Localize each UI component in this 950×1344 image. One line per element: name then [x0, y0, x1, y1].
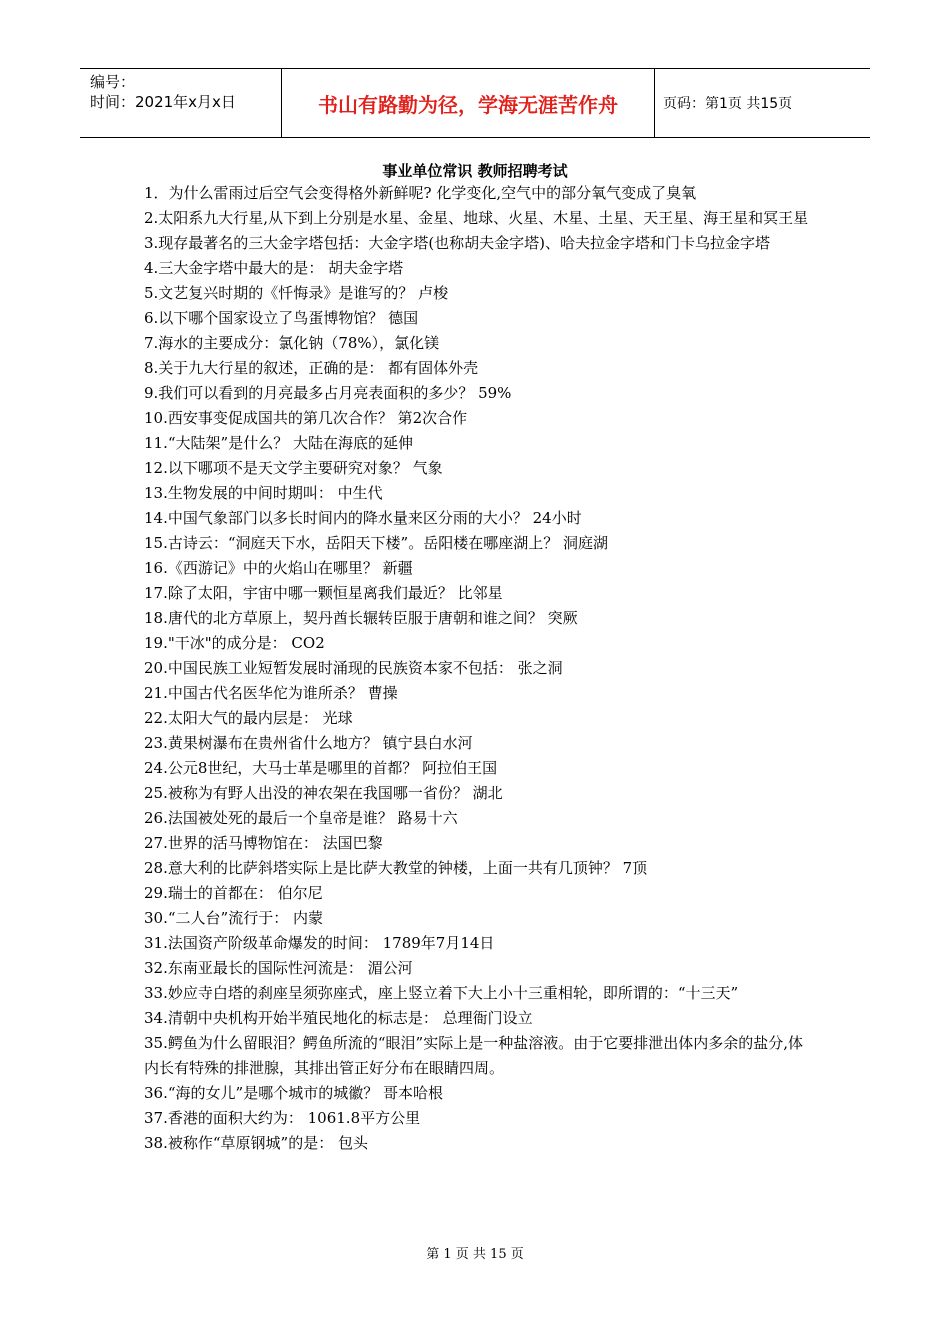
- question-item: 11.“大陆架”是什么？ 大陆在海底的延伸: [144, 434, 413, 452]
- header-page-info: 页码：第1页 共15页: [663, 96, 793, 112]
- question-item: 16.《西游记》中的火焰山在哪里？ 新疆: [144, 559, 413, 577]
- question-item: 26.法国被处死的最后一个皇帝是谁？ 路易十六: [144, 809, 458, 827]
- question-item: 4.三大金字塔中最大的是： 胡夫金字塔: [144, 259, 404, 277]
- question-item: 32.东南亚最长的国际性河流是： 湄公河: [144, 959, 413, 977]
- question-item: 31.法国资产阶级革命爆发的时间： 1789年7月14日: [144, 934, 495, 952]
- question-item: 17.除了太阳，宇宙中哪一颗恒星离我们最近？ 比邻星: [144, 584, 503, 602]
- question-item: 34.清朝中央机构开始半殖民地化的标志是： 总理衙门设立: [144, 1009, 533, 1027]
- question-item: 20.中国民族工业短暂发展时涌现的民族资本家不包括： 张之洞: [144, 659, 563, 677]
- header-meta-cell: [80, 69, 282, 137]
- page-footer: 第 1 页 共 15 页: [426, 1247, 524, 1262]
- date-label: 时间：2021年x月x日: [90, 93, 236, 111]
- header-motto: 书山有路勤为径，学海无涯苦作舟: [282, 69, 655, 137]
- question-item: 5.文艺复兴时期的《忏悔录》是谁写的？ 卢梭: [144, 284, 449, 302]
- question-item: 25.被称为有野人出没的神农架在我国哪一省份？ 湖北: [144, 784, 503, 802]
- question-item: 22.太阳大气的最内层是： 光球: [144, 709, 353, 727]
- question-item: 9.我们可以看到的月亮最多占月亮表面积的多少？ 59%: [144, 384, 512, 402]
- number-label: 编号：: [90, 73, 136, 91]
- question-item: 13.生物发展的中间时期叫： 中生代: [144, 484, 383, 502]
- question-item: 10.西安事变促成国共的第几次合作？ 第2次合作: [144, 409, 468, 427]
- question-item: 7.海水的主要成分：氯化钠（78%），氯化镁: [144, 334, 440, 352]
- question-item: 37.香港的面积大约为： 1061.8平方公里: [144, 1109, 421, 1127]
- question-item: 36.“海的女儿”是哪个城市的城徽？ 哥本哈根: [144, 1084, 443, 1102]
- question-list: [144, 181, 814, 1156]
- question-item: 27.世界的活马博物馆在： 法国巴黎: [144, 834, 383, 852]
- question-item: 15.古诗云：“洞庭天下水，岳阳天下楼”。岳阳楼在哪座湖上？ 洞庭湖: [144, 534, 608, 552]
- question-item: 21.中国古代名医华佗为谁所杀？ 曹操: [144, 684, 398, 702]
- question-item: 8.关于九大行星的叙述，正确的是： 都有固体外壳: [144, 359, 479, 377]
- question-item: 29.瑞士的首都在： 伯尔尼: [144, 884, 323, 902]
- question-item: 14.中国气象部门以多长时间内的降水量来区分雨的大小？ 24小时: [144, 509, 582, 527]
- question-item: 35.鳄鱼为什么留眼泪？鳄鱼所流的“眼泪”实际上是一种盐溶液。由于它要排泄出体内多余的盐分,体内长有特殊的排泄腺，其排出管正好分布在眼睛四周。: [144, 1034, 803, 1077]
- question-item: 23.黄果树瀑布在贵州省什么地方？ 镇宁县白水河: [144, 734, 473, 752]
- question-item: 2.太阳系九大行星,从下到上分别是水星、金星、地球、火星、木星、土星、天王星、海王星和冥王星: [144, 209, 809, 227]
- document-title: 事业单位常识 教师招聘考试: [382, 162, 568, 180]
- question-item: 38.被称作“草原钢城”的是： 包头: [144, 1134, 368, 1152]
- question-item: 28.意大利的比萨斜塔实际上是比萨大教堂的钟楼，上面一共有几顶钟？ 7顶: [144, 859, 648, 877]
- question-item: 3.现存最著名的三大金字塔包括：大金字塔(也称胡夫金字塔)、哈夫拉金字塔和门卡乌拉金字塔: [144, 234, 771, 252]
- question-item: 30.“二人台”流行于： 内蒙: [144, 909, 323, 927]
- question-item: 33.妙应寺白塔的刹座呈须弥座式，座上竖立着下大上小十三重相轮，即所谓的：“十三天”: [144, 984, 739, 1002]
- question-item: 18.唐代的北方草原上，契丹酋长辗转臣服于唐朝和谁之间？ 突厥: [144, 609, 578, 627]
- question-item: 6.以下哪个国家设立了鸟蛋博物馆？ 德国: [144, 309, 419, 327]
- question-item: 1．为什么雷雨过后空气会变得格外新鲜呢? 化学变化,空气中的部分氧气变成了臭氧: [144, 184, 697, 202]
- header-table: [80, 68, 870, 138]
- question-item: 19."干冰"的成分是： CO2: [144, 634, 325, 652]
- question-item: 12.以下哪项不是天文学主要研究对象？ 气象: [144, 459, 443, 477]
- question-item: 24.公元8世纪，大马士革是哪里的首都？ 阿拉伯王国: [144, 759, 498, 777]
